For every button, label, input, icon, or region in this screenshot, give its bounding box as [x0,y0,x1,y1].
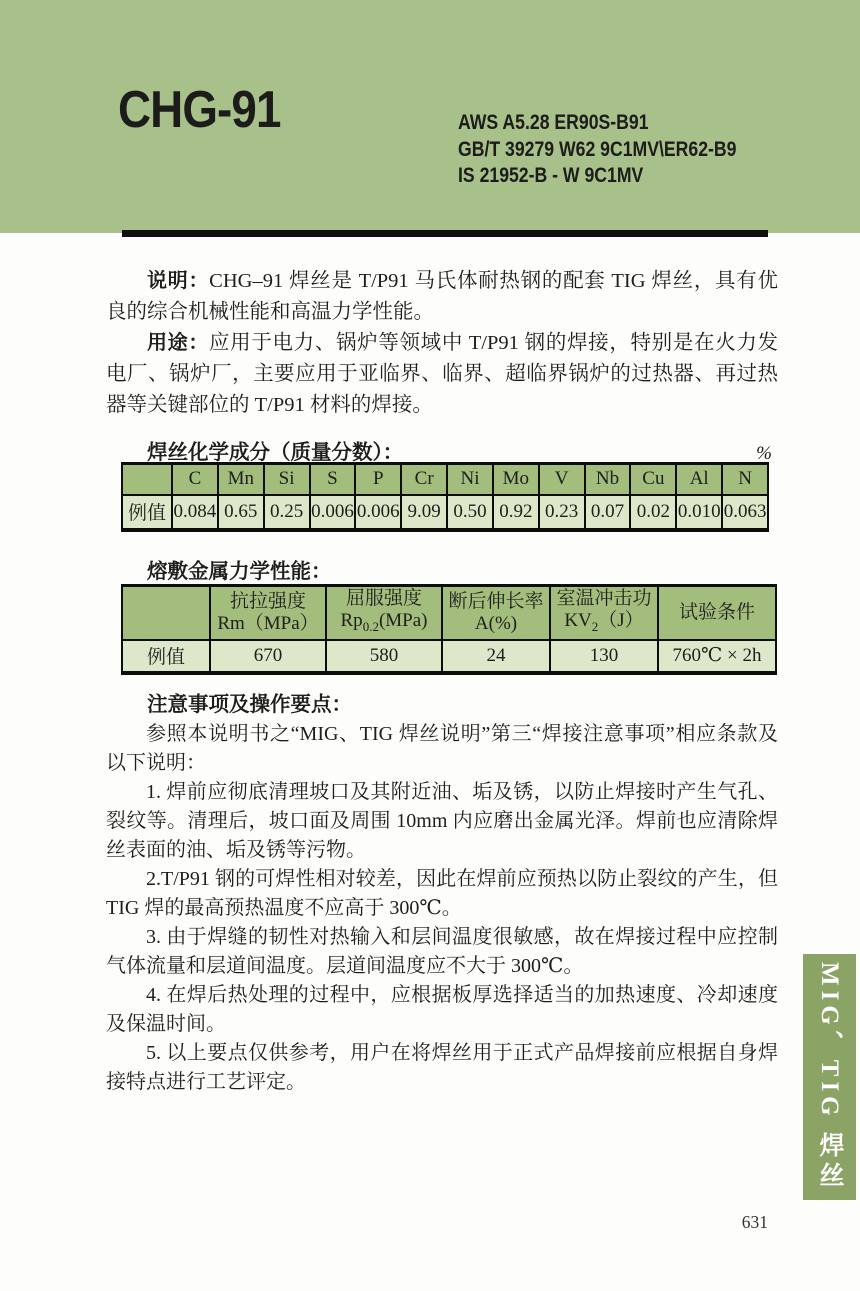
description-label: 说明： [147,270,210,292]
notes-intro: 参照本说明书之“MIG、TIG 焊丝说明”第三“焊接注意事项”相应条款及以下说明： [106,723,778,774]
standard-aws: AWS A5.28 ER90S-B91 [458,111,649,134]
note-item-3: 3. 由于焊缝的韧性对热输入和层间温度很敏感，故在焊接过程中应控制气体流量和层道间温度。层道间温度应不大于 300℃。 [106,926,778,977]
category-side-tab: MIG、TIG 焊丝 [803,954,856,1200]
chem-unit-percent: % [756,443,772,464]
chem-header-n: N [722,464,768,495]
chem-header-v: V [539,464,585,495]
notes-section [106,690,778,1097]
mech-value-impact: 130 [550,640,658,673]
chem-header-mo: Mo [493,464,539,495]
mech-table-title: 熔敷金属力学性能： [147,560,332,583]
chem-header-blank [122,464,172,495]
chem-value-nb: 0.07 [585,495,631,530]
chem-header-c: C [172,464,218,495]
mech-header-test-condition: 试验条件 [658,586,776,640]
mech-value-yield: 580 [326,640,442,673]
chem-value-c: 0.084 [172,495,218,530]
note-item-2: 2.T/P91 钢的可焊性相对较差，因此在焊前应预热以防止裂纹的产生，但 TIG 焊的最高预热温度不应高于 300℃。 [106,868,778,919]
usage-text: 应用于电力、锅炉等领域中 T/P91 钢的焊接，特别是在火力发电厂、锅炉厂，主要应用于亚临界、临界、超临界锅炉的过热器、再过热器等关键部位的 T/P91 材料的焊接。 [106,332,778,416]
chem-header-cr: Cr [401,464,447,495]
chem-value-si: 0.25 [264,495,310,530]
mech-header-elongation: 断后伸长率 A(%) [442,586,550,640]
mech-header-blank [122,586,210,640]
mech-title-row [106,554,778,584]
product-title: CHG-91 [118,81,281,139]
chem-value-cr: 9.09 [401,495,447,530]
chem-header-si: Si [264,464,310,495]
standard-gbt: GB/T 39279 W62 9C1MV\ER62-B9 [458,137,737,161]
chem-value-al: 0.010 [676,495,722,530]
chem-header-mn: Mn [218,464,264,495]
description-paragraph [106,266,778,328]
chem-value-n: 0.063 [722,495,768,530]
chem-title-row [106,435,778,465]
mech-table [121,584,777,675]
usage-label: 用途： [147,332,209,354]
note-item-1: 1. 焊前应彻底清理坡口及其附近油、垢及锈，以防止焊接时产生气孔、裂纹等。清理后，坡口面及周围 10mm 内应磨出金属光泽。焊前也应清除焊丝表面的油、垢及锈等污物。 [106,781,778,861]
header-band [0,0,860,233]
chem-value-cu: 0.02 [630,495,676,530]
chem-value-mo: 0.92 [493,495,539,530]
chem-value-mn: 0.65 [218,495,264,530]
standard-is: IS 21952-B - W 9C1MV [458,164,644,187]
mech-value-tensile: 670 [210,640,326,673]
mech-value-elongation: 24 [442,640,550,673]
intro-section [106,266,778,421]
mech-header-row [122,586,776,640]
chem-value-row [122,495,768,530]
note-item-5: 5. 以上要点仅供参考，用户在将焊丝用于正式产品焊接前应根据自身焊接特点进行工艺评定。 [106,1042,778,1093]
chem-header-nb: Nb [585,464,631,495]
chem-header-s: S [310,464,356,495]
mech-header-impact: 室温冲击功 $KV_2(J)$ [550,586,658,640]
mech-row-label: 例值 [122,640,210,673]
divider-rule [122,230,768,237]
description-text: CHG–91 焊丝是 T/P91 马氏体耐热钢的配套 TIG 焊丝，具有优良的综合机械性能和高温力学性能。 [106,270,778,323]
chem-table [121,462,769,532]
chem-header-cu: Cu [630,464,676,495]
usage-paragraph [106,328,778,421]
chem-header-al: Al [676,464,722,495]
chem-value-ni: 0.50 [447,495,493,530]
chem-header-p: P [355,464,401,495]
chem-value-s: 0.006 [310,495,356,530]
mech-value-test-condition: 760℃ × 2h [658,640,776,673]
standards-block [458,110,789,190]
page-number: 631 [741,1212,768,1232]
mech-header-yield: 屈服强度 $Rp_{0.2}(MPa)$ [326,586,442,640]
note-item-4: 4. 在焊后热处理的过程中，应根据板厚选择适当的加热速度、冷却速度及保温时间。 [106,984,778,1035]
notes-title: 注意事项及操作要点： [147,693,352,716]
chem-header-row [122,464,768,495]
chem-header-ni: Ni [447,464,493,495]
chem-row-label: 例值 [122,495,172,530]
chem-value-v: 0.23 [539,495,585,530]
chem-value-p: 0.006 [355,495,401,530]
mech-header-tensile: 抗拉强度 Rm（MPa） [210,586,326,640]
chem-table-title: 焊丝化学成分（质量分数）： [147,441,404,464]
mech-value-row [122,640,776,673]
